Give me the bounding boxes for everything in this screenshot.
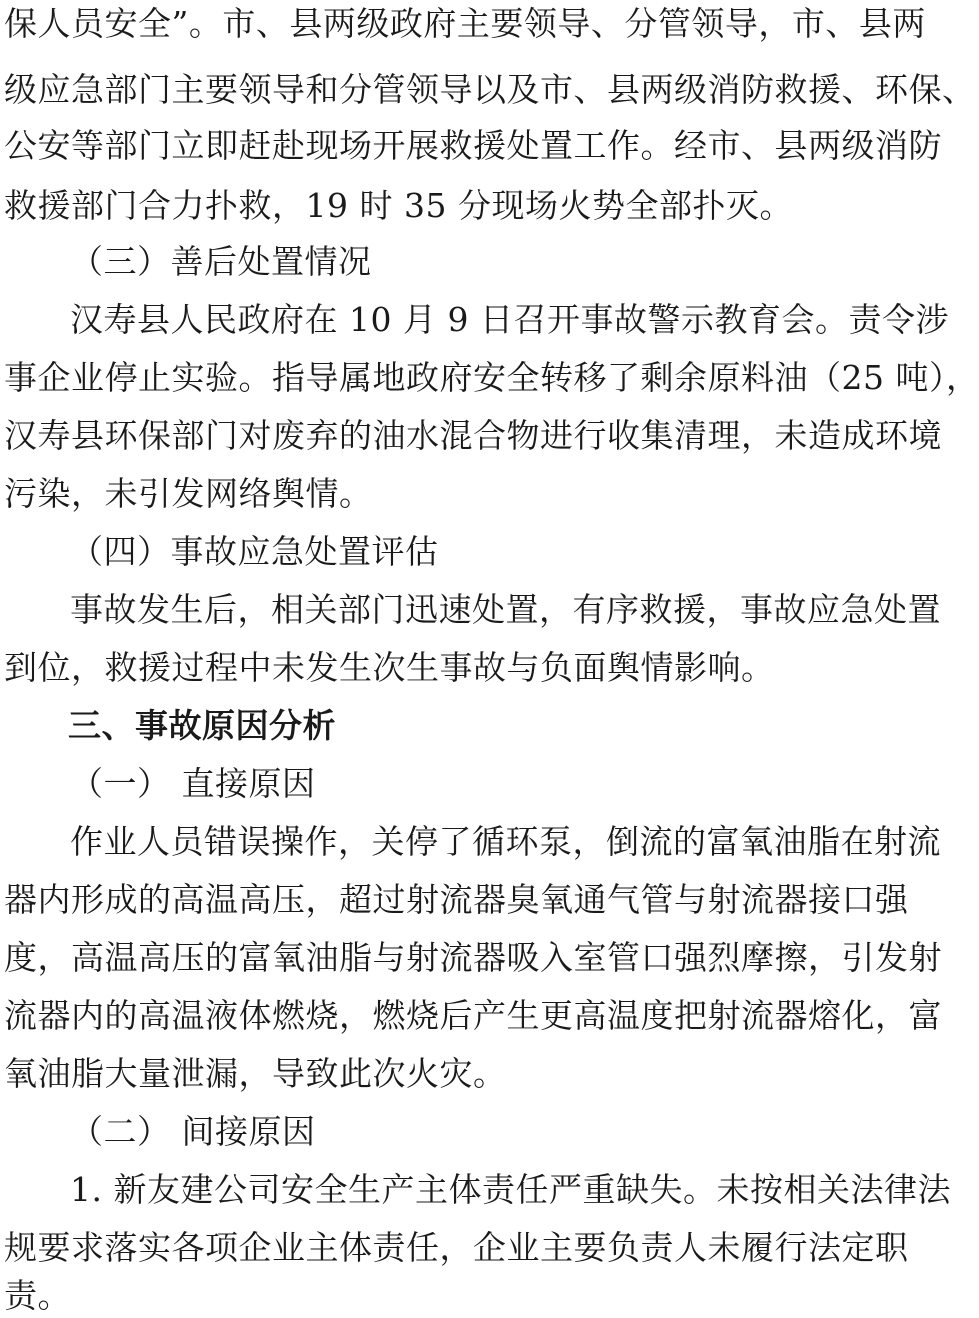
paragraph-line: 氧油脂大量泄漏，导致此次火灾。 (4, 1054, 507, 1093)
paragraph-line: 流器内的高温液体燃烧，燃烧后产生更高温度把射流器熔化，富 (4, 996, 942, 1035)
paragraph-line: 作业人员错误操作，关停了循环泵，倒流的富氧油脂在射流 (70, 822, 941, 861)
paragraph-line: 汉寿县人民政府在 10 月 9 日召开事故警示教育会。责令涉 (70, 300, 949, 339)
section-subheading: （四）事故应急处置评估 (70, 532, 439, 571)
paragraph-line: 规要求落实各项企业主体责任，企业主要负责人未履行法定职 (4, 1228, 909, 1267)
paragraph-line: 1. 新友建公司安全生产主体责任严重缺失。未按相关法律法 (70, 1170, 951, 1209)
paragraph-line: 器内形成的高温高压，超过射流器臭氧通气管与射流器接口强 (4, 880, 909, 919)
section-subheading: （二） 间接原因 (70, 1112, 316, 1151)
paragraph-line: 公安等部门立即赶赴现场开展救援处置工作。经市、县两级消防 (4, 126, 942, 165)
paragraph-line: 事故发生后，相关部门迅速处置，有序救援，事故应急处置 (70, 590, 941, 629)
paragraph-line: 汉寿县环保部门对废弃的油水混合物进行收集清理，未造成环境 (4, 416, 942, 455)
paragraph-line: 保人员安全”。市、县两级政府主要领导、分管领导，市、县两 (4, 4, 926, 43)
paragraph-line: 到位，救援过程中未发生次生事故与负面舆情影响。 (4, 648, 775, 687)
section-heading: 三、事故原因分析 (68, 706, 336, 745)
paragraph-line: 级应急部门主要领导和分管领导以及市、县两级消防救援、环保、 (4, 70, 976, 109)
paragraph-line: 事企业停止实验。指导属地政府安全转移了剩余原料油（25 吨）， (4, 358, 979, 397)
section-subheading: （一） 直接原因 (70, 764, 316, 803)
section-subheading: （三）善后处置情况 (70, 242, 372, 281)
paragraph-line: 度，高温高压的富氧油脂与射流器吸入室管口强烈摩擦，引发射 (4, 938, 942, 977)
paragraph-line: 责。 (4, 1276, 71, 1315)
paragraph-line: 污染，未引发网络舆情。 (4, 474, 373, 513)
paragraph-line: 救援部门合力扑救，19 时 35 分现场火势全部扑灭。 (4, 186, 793, 225)
